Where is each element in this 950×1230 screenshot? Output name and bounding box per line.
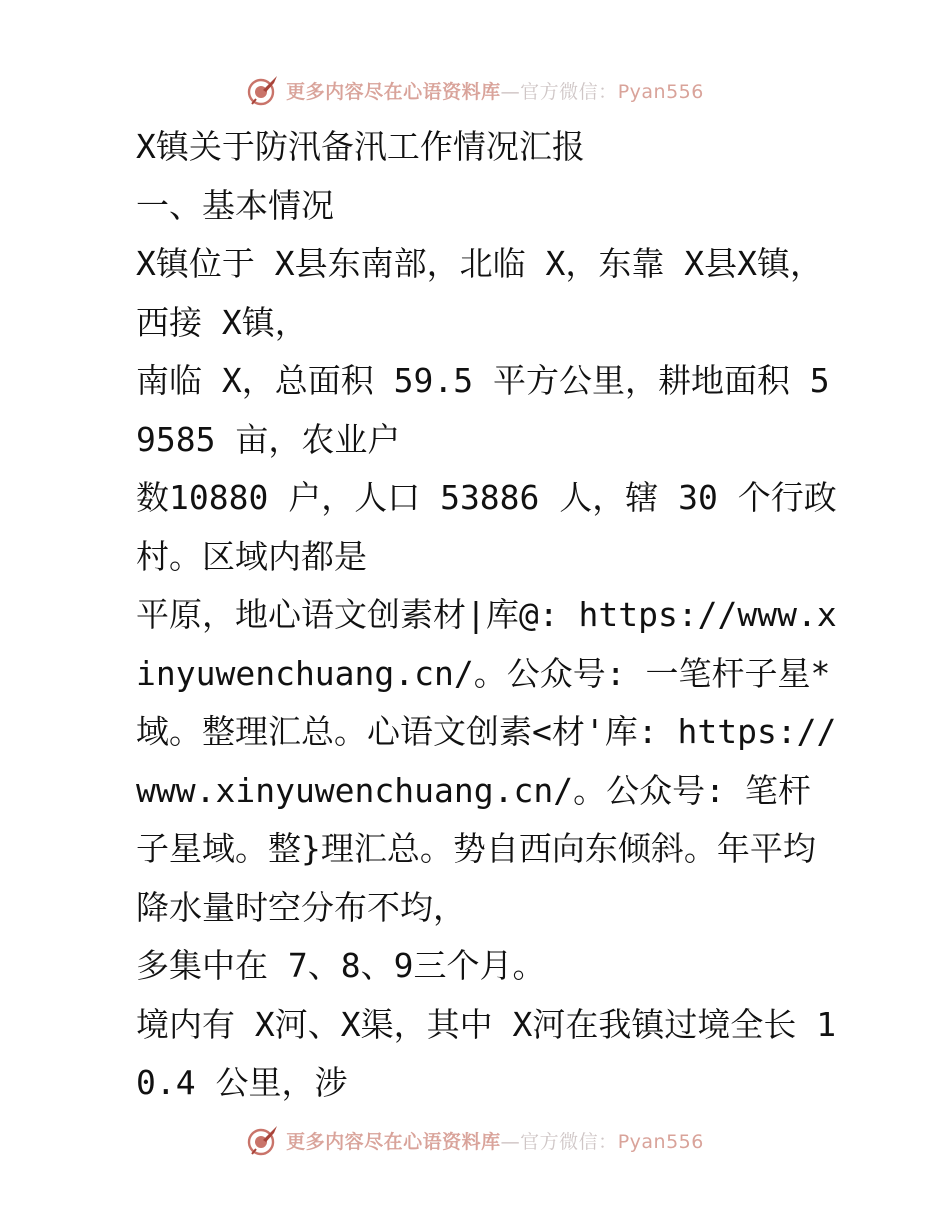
document-title: X镇关于防汛备汛工作情况汇报: [136, 127, 585, 166]
banner-main-text: 更多内容尽在心语资料库: [286, 80, 501, 103]
document-body: [98, 118, 838, 1113]
banner-content: [246, 1123, 704, 1157]
footer-banner: [0, 1120, 950, 1160]
section-heading: 一、基本情况: [136, 185, 334, 225]
banner-main-text: 更多内容尽在心语资料库: [286, 1130, 501, 1153]
banner-content: [246, 73, 704, 107]
banner-wechat-label: 官方微信：: [520, 1130, 618, 1153]
banner-wechat-label: 官方微信：: [520, 80, 618, 103]
paragraph: 平原，地心语文创素材|库@: https://www.xinyuwenchuang.cn/。公众号: 一笔杆子星*域。整理汇总。心语文创素<材'库: https://www.xinyuwenchuang.cn/。公众号: 笔杆子星域。整}理汇总。势自西向东倾斜。年平均降水量时空分布不均，: [136, 595, 837, 927]
banner-wechat-id: Pyan556: [617, 80, 704, 103]
banner-dash: —: [500, 1130, 521, 1153]
banner-text: [286, 77, 704, 104]
paragraph: 多集中在 7、8、9三个月。: [136, 946, 546, 985]
quill-pen-seal-icon: [246, 1123, 280, 1157]
paragraph: X镇位于 X县东南部，北临 X，东靠 X县X镇，西接 X镇，: [136, 244, 823, 342]
paragraph: 南临 X，总面积 59.5 平方公里，耕地面积 59585 亩，农业户: [136, 361, 830, 459]
banner-text: [286, 1127, 704, 1154]
quill-pen-seal-icon: [246, 73, 280, 107]
paragraph: 境内有 X河、X渠，其中 X河在我镇过境全长 10.4 公里，涉: [136, 1004, 837, 1102]
banner-wechat-id: Pyan556: [617, 1130, 704, 1153]
header-banner: [0, 70, 950, 110]
paragraph: 数10880 户，人口 53886 人，辖 30 个行政村。区域内都是: [136, 478, 837, 576]
banner-dash: —: [500, 80, 521, 103]
